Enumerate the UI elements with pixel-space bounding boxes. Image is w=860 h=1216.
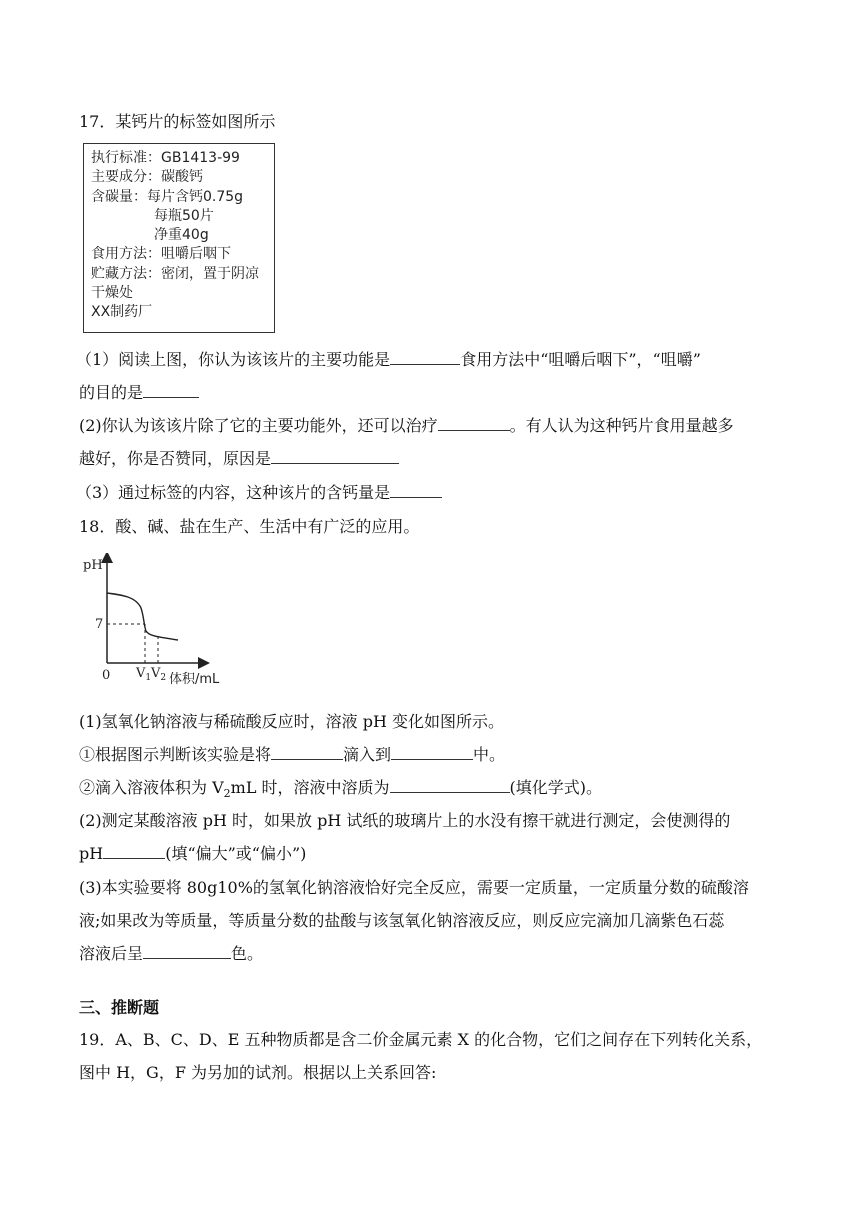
label-line: 执行标准：GB1413-99 [91,150,240,166]
q18-part1-item2 [79,776,602,806]
q17-part2-line2 [79,447,399,471]
q19-line2: 图中 H，G，F 为另加的试剂。根据以上关系回答: [79,1063,437,1082]
q18-part1-item1 [79,743,505,767]
answer-blank[interactable] [271,447,399,464]
q17-part1-line2 [79,381,199,405]
label-line: 食用方法：咀嚼后咽下 [91,246,231,263]
ph-titration-graph [78,553,238,688]
answer-blank[interactable] [438,414,510,431]
q17-part2-text-b: 。有人认为这种钙片食用量越多 [509,416,734,435]
answer-blank[interactable] [391,743,473,760]
x-axis-label: 体积/mL [169,672,220,687]
q17-part1-line1 [76,348,701,372]
q17-part2-text-c: 越好，你是否赞同，原因是 [79,449,272,468]
section-heading: 三、推断题 [79,998,160,1017]
q17-part2-line1 [79,414,734,438]
y-axis-label: pH [83,558,103,573]
q18-part3-line3 [79,942,263,966]
q18-part3-line1: (3)本实验要将 80g10%的氢氧化钠溶液恰好完全反应，需要一定质量，一定质量分数的硫酸溶 [79,878,749,897]
q17-part1-text-a: （1）阅读上图，你认为该该片的主要功能是 [76,350,391,369]
q18-part3-line2: 液;如果改为等质量，等质量分数的盐酸与该氢氧化钠溶液反应，则反应完滴加几滴紫色石蕊 [79,911,725,930]
label-line: XX制药厂 [91,304,153,321]
q17-title: 17．某钙片的标签如图所示 [79,112,276,131]
v2-label: $V_2$ [151,666,167,683]
answer-blank[interactable] [143,942,231,959]
q18-p2-text: (填“偏大”或“偏小”) [165,844,307,863]
label-line: 干燥处 [91,285,133,302]
q17-part1-text-c: 的目的是 [79,383,144,402]
q18-p2-ph: pH [79,844,104,863]
origin-label: 0 [102,668,111,683]
label-line: 含碳量：每片含钙0.75g [91,188,244,205]
q17-part2-text-a: (2)你认为该该片除了它的主要功能外，还可以治疗 [79,416,438,435]
answer-blank[interactable] [390,348,460,365]
label-line: 每瓶50片 [154,207,214,224]
q18-title: 18．酸、碱、盐在生产、生活中有广泛的应用。 [79,517,420,536]
q18-c2-text-a: ②滴入溶液体积为 V [79,778,224,797]
answer-blank[interactable] [390,481,442,498]
answer-blank[interactable] [390,776,510,793]
q18-c2-text-b: mL 时，溶液中溶质为 [230,778,390,797]
label-line: 贮藏方法：密闭，置于阴凉 [91,265,259,282]
q18-c1-text-a: ①根据图示判断该实验是将 [79,745,272,764]
q18-part2-line2 [79,842,306,866]
label-line: 主要成分：碳酸钙 [91,169,203,186]
answer-blank[interactable] [103,842,165,859]
q18-c1-text-b: 滴入到 [343,745,392,764]
q18-c2-subscript: 2 [223,787,231,801]
q19-line1: 19．A、B、C、D、E 五种物质都是含二价金属元素 X 的化合物，它们之间存在下列转化关系， [79,1030,763,1049]
v1-label: $V_1$ [136,666,152,683]
ph-curve [107,593,178,640]
calcium-label-box [83,143,275,333]
q18-p3-text-d: 色。 [231,944,264,963]
answer-blank[interactable] [271,743,343,760]
q18-part2-line1: (2)测定某酸溶液 pH 时，如果放 pH 试纸的玻璃片上的水没有擦干就进行测定，会使测得的 [79,811,731,830]
q18-p3-text-c: 溶液后呈 [79,944,144,963]
answer-blank[interactable] [143,381,199,398]
q17-part3 [76,481,442,505]
q18-c1-text-c: 中。 [473,745,506,764]
q17-part3-text: （3）通过标签的内容，这种该片的含钙量是 [76,483,391,502]
y-tick-label: 7 [95,617,104,632]
q17-part1-text-b: 食用方法中“咀嚼后咽下”，“咀嚼” [460,350,701,369]
q18-c2-text-c: (填化学式)。 [509,778,603,797]
label-line: 净重40g [154,227,209,244]
q18-part1: (1)氢氧化钠溶液与稀硫酸反应时，溶液 pH 变化如图所示。 [79,712,505,731]
